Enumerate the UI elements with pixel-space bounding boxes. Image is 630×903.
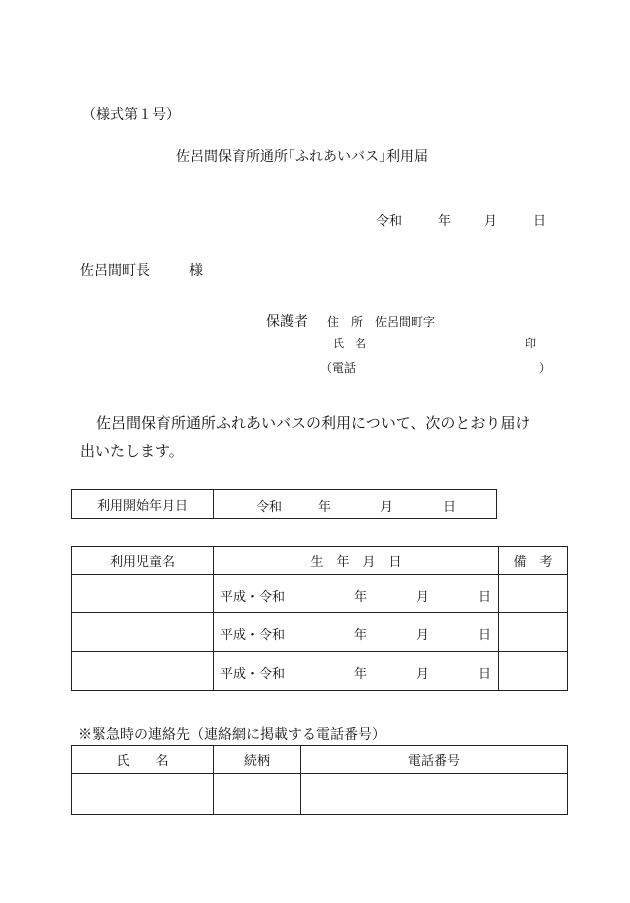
start-date-table: [71, 489, 497, 519]
children-table: [71, 546, 568, 691]
child-name-cell[interactable]: [72, 575, 214, 613]
date-year: 年: [438, 214, 452, 229]
table-row: [72, 575, 568, 613]
child-name-cell[interactable]: [72, 652, 214, 691]
phone-open: （電話: [320, 361, 357, 375]
table-row: [72, 613, 568, 652]
emergency-phone-cell[interactable]: [301, 774, 568, 815]
child-note-cell[interactable]: [499, 613, 568, 652]
phone-close: ）: [539, 361, 552, 375]
child-birth-cell[interactable]: [214, 613, 499, 652]
emergency-table: [71, 745, 568, 815]
birth-year: 年: [354, 628, 368, 643]
address-value: 佐呂間町字: [375, 315, 436, 329]
birth-era: 平成・令和: [220, 590, 286, 605]
date-era: 令和: [376, 214, 403, 229]
addressee-name: 佐呂間町長: [80, 263, 150, 279]
children-header-note: 備 考: [499, 547, 568, 575]
child-birth-cell[interactable]: [214, 652, 499, 691]
seal-mark: 印: [525, 337, 536, 350]
child-note-cell[interactable]: [499, 652, 568, 691]
name-label: 氏 名: [333, 337, 366, 350]
start-date-day: 日: [443, 500, 457, 515]
birth-year: 年: [354, 667, 368, 682]
child-birth-cell[interactable]: [214, 575, 499, 613]
birth-day: 日: [478, 667, 492, 682]
children-header-birth: 生 年 月 日: [214, 547, 499, 575]
date-month: 月: [484, 214, 498, 229]
emergency-relation-cell[interactable]: [214, 774, 301, 815]
birth-day: 日: [478, 590, 492, 605]
emergency-caption: ※緊急時の連絡先（連絡網に掲載する電話番号）: [78, 727, 386, 743]
form-number: （様式第１号）: [82, 107, 180, 123]
emergency-header-relation: 続柄: [214, 746, 301, 774]
emergency-name-cell[interactable]: [72, 774, 214, 815]
birth-day: 日: [478, 628, 492, 643]
body-text-line1: 佐呂間保育所通所ふれあいバスの利用について、次のとおり届け: [96, 414, 531, 432]
start-date-era: 令和: [256, 500, 283, 515]
birth-month: 月: [416, 628, 430, 643]
start-date-month: 月: [380, 500, 394, 515]
birth-era: 平成・令和: [220, 667, 286, 682]
start-date-cell[interactable]: [214, 490, 497, 519]
start-date-year: 年: [318, 500, 332, 515]
address-label: 住 所: [327, 315, 364, 329]
table-row: [72, 774, 568, 815]
start-date-label: 利用開始年月日: [72, 490, 214, 519]
addressee-honorific: 様: [189, 263, 203, 279]
birth-year: 年: [354, 590, 368, 605]
child-note-cell[interactable]: [499, 575, 568, 613]
birth-month: 月: [416, 667, 430, 682]
guardian-label: 保護者: [266, 314, 308, 330]
date-day: 日: [533, 214, 547, 229]
emergency-header-phone: 電話番号: [301, 746, 568, 774]
form-title: 佐呂間保育所通所｢ふれあいバス｣利用届: [176, 149, 428, 165]
emergency-header-name: 氏 名: [72, 746, 214, 774]
birth-era: 平成・令和: [220, 628, 286, 643]
table-row: [72, 652, 568, 691]
birth-month: 月: [416, 590, 430, 605]
child-name-cell[interactable]: [72, 613, 214, 652]
body-text-line2: 出いたします。: [80, 442, 184, 460]
children-header-name: 利用児童名: [72, 547, 214, 575]
